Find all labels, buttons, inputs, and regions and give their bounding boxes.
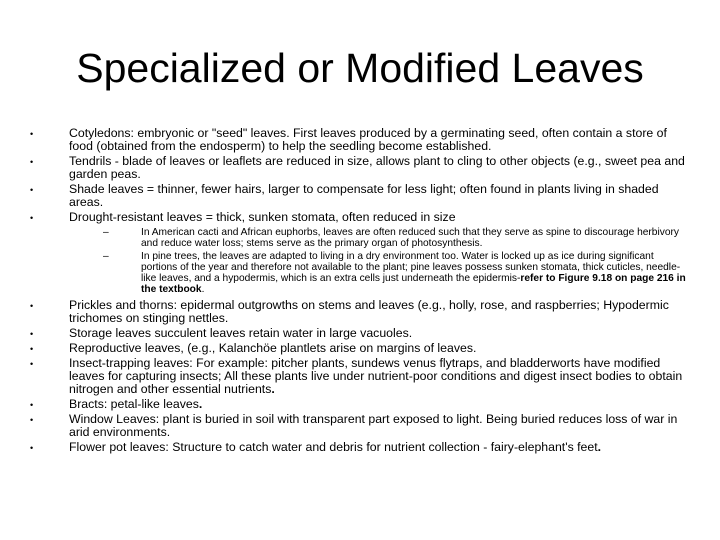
item-text: Shade leaves = thinner, fewer hairs, larger to compensate for less light; often found in plants living in shaded areas.	[69, 182, 659, 209]
item-text: Tendrils - blade of leaves or leaflets are reduced in size, allows plant to cling to other objects (e.g., sweet pea and garden peas.	[69, 154, 685, 181]
item-text: Flower pot leaves: Structure to catch water and debris for nutrient collection - fairy-elephant's feet	[69, 440, 598, 454]
list-item	[30, 127, 690, 153]
bullet-icon: •	[30, 157, 34, 167]
dash-icon: –	[103, 227, 109, 238]
sub-item-text: In pine trees, the leaves are adapted to living in a dry environment too. Water is locked up as ice during significant portions of the year and therefore not available to the plant; pine leaves possess sunken stomata, thick cuticles, needle-like leaves, and a hypodermis, which is an extra cells just underneath the epidermis-	[141, 251, 681, 284]
item-text: Cotyledons: embryonic or "seed" leaves. First leaves produced by a germinating seed, often contain a store of food (obtained from the endosperm) to help the seedling become established.	[69, 126, 667, 153]
sub-list	[69, 227, 690, 295]
bullet-icon: •	[30, 359, 34, 369]
bullet-icon: •	[30, 415, 34, 425]
list-item	[30, 441, 690, 454]
item-text: Insect-trapping leaves: For example: pitcher plants, sundews venus flytraps, and bladderworts have modified leaves for capturing insects; All these plants live under nutrient-poor conditions and digest insect bodies to obtain nitrogen and other essential nutrients	[69, 356, 683, 396]
item-text: Reproductive leaves, (e.g., Kalanchöe plantlets arise on margins of leaves.	[69, 341, 477, 355]
bullet-list	[30, 127, 690, 456]
item-end: .	[198, 397, 203, 411]
item-end: .	[271, 382, 275, 396]
figure-reference: refer to Figure 9.18 on page 216 in the textbook	[141, 273, 686, 295]
bullet-icon: •	[30, 129, 34, 139]
bullet-icon: •	[30, 329, 34, 339]
bullet-icon: •	[30, 344, 34, 354]
item-text: Bracts: petal-like leaves	[69, 397, 199, 411]
item-end: .	[597, 440, 602, 454]
item-text: Drought-resistant leaves = thick, sunken stomata, often reduced in size	[69, 210, 456, 224]
dash-icon: –	[103, 251, 109, 262]
bullet-icon: •	[30, 301, 34, 311]
item-text: Window Leaves: plant is buried in soil with transparent part exposed to light. Being buried reduces loss of war in arid environments.	[69, 412, 678, 439]
list-item	[30, 342, 690, 355]
sub-list-item	[103, 251, 690, 295]
bullet-icon: •	[30, 443, 34, 453]
list-item	[30, 398, 690, 411]
list-item	[30, 211, 690, 295]
sub-list-item	[103, 227, 690, 249]
slide-title: Specialized or Modified Leaves	[76, 45, 644, 91]
list-item	[30, 183, 690, 209]
sub-item-end: .	[201, 284, 205, 295]
bullet-icon: •	[30, 185, 34, 195]
item-text: Storage leaves succulent leaves retain water in large vacuoles.	[69, 326, 413, 340]
list-item	[30, 299, 690, 325]
list-item	[30, 413, 690, 439]
sub-item-text: In American cacti and African euphorbs, leaves are often reduced such that they serve as spine to discourage herbivory and reduce water loss; stems serve as the primary organ of photosynthesis.	[141, 227, 679, 249]
list-item	[30, 155, 690, 181]
list-item	[30, 357, 690, 396]
list-item	[30, 327, 690, 340]
bullet-icon: •	[30, 400, 34, 410]
item-text: Prickles and thorns: epidermal outgrowths on stems and leaves (e.g., holly, rose, and raspberries; Hypodermic trichomes on stinging nettles.	[69, 298, 669, 325]
bullet-icon: •	[30, 213, 34, 223]
